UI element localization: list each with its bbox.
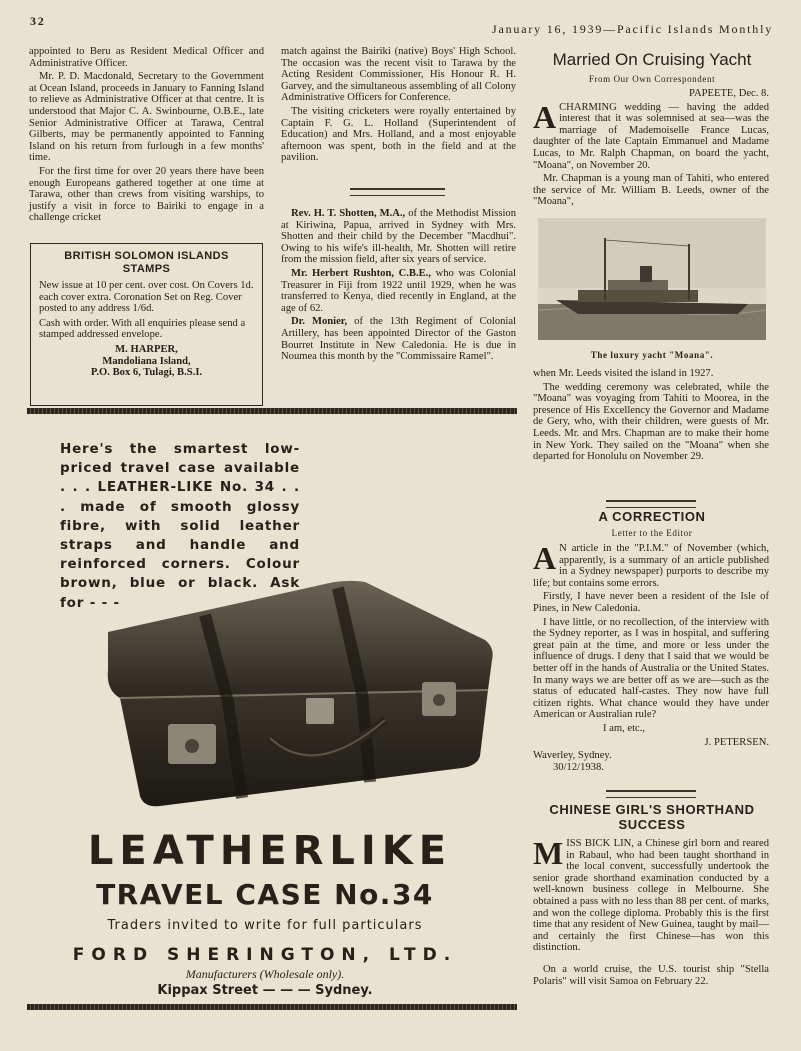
- stamps-ad-title: BRITISH SOLOMON ISLANDS STAMPS: [64, 250, 229, 275]
- suitcase-illustration: [100, 570, 500, 815]
- person-name: Dr. Monier,: [291, 316, 348, 328]
- yacht-headline: Married On Cruising Yacht: [552, 50, 752, 69]
- person-name: Mr. Herbert Rushton, C.B.E.,: [291, 267, 431, 279]
- page-number: 32: [30, 14, 46, 28]
- drop-cap: A: [533, 98, 557, 135]
- shorthand-paragraph: ISS BICK LIN, a Chinese girl born and reared in Rabaul, who had been taught shorthand in the local convent, successfully undertook the senior grade shorthand examination conducted by a well-known business college in Melbourne. She obtained a pass with no less than 88 per cent. of marks, and won the college diploma. Probably this is the first time that any resident of New Guinea, taught by mail—and certainly the first Chinese—has won this distinction.: [533, 838, 769, 954]
- section-divider: [350, 188, 445, 196]
- drop-cap: M: [533, 835, 564, 871]
- shorthand-paragraph: On a world cruise, the U.S. tourist ship "Stella Polaris" will visit Samoa on February 22.: [533, 963, 769, 987]
- company-name: FORD SHERINGTON, LTD.: [72, 945, 458, 965]
- yacht-dateline: PAPEETE, Dec. 8.: [689, 88, 769, 99]
- correction-signature: J. PETERSEN.: [704, 736, 769, 748]
- correction-letter: [533, 540, 769, 773]
- section-divider: [606, 790, 696, 798]
- yacht-paragraph: The wedding ceremony was celebrated, while the "Moana" was voyaging from Tahiti to Moorea, in the presence of His Excellency the Governor and Madame de Gery, who, with their children, were guests of Mr. Leeds. Mr. and Mrs. Chapman are to make their home in New York. They sailed on the "Moana" when she departed for Honolulu on November 29.: [533, 381, 769, 463]
- person-name: Rev. H. T. Shotten, M.A.,: [291, 208, 406, 219]
- brand-name: LEATHERLIKE: [87, 828, 453, 874]
- yacht-article: [533, 88, 769, 210]
- shorthand-article: [533, 835, 769, 989]
- stamps-ad-text: Cash with order. With all enquiries please send a stamped addressed envelope.: [39, 317, 246, 341]
- ad-top-border: [27, 408, 517, 414]
- col2-paragraph: who was Colonial Treasurer in Fiji from 1922 until 1929, when he was transferred to Kenya, died recently in England, at the age of 62.: [281, 267, 516, 314]
- correction-place: Waverley, Sydney.: [533, 750, 612, 762]
- manufacturers-line: Manufacturers (Wholesale only).: [185, 967, 345, 981]
- correction-paragraph: Firstly, I have never been a resident of the Isle of Pines, in New Caledonia.: [533, 591, 769, 614]
- correction-paragraph: I have little, or no recollection, of the interview with the Sydney reporter, as I was in hospital, and suffering great pain at the time, and more or less under the influence of drugs. I deny that I said that we would be better off in the hands of Australia or the United States. In many ways we are better off as we are—such as the status of educated half-castes. They now have full citizen rights. What chance would they have under American or Australian rule?: [533, 616, 769, 721]
- col1-paragraph: Mr. P. D. Macdonald, Secretary to the Government at Ocean Island, proceeds in January to Fanning Island to relieve as Administrative Officer at that centre. It is understood that Major C. A. Swinbourne, O.B.E., late Senior Administrative Officer at Tarawa, Central Gilberts, may be permanently appointed to Fanning Island on his return from furlough in a few months' time.: [29, 71, 264, 164]
- drop-cap: A: [533, 540, 557, 576]
- section-divider: [606, 500, 696, 508]
- correction-headline: A CORRECTION: [598, 509, 706, 524]
- yacht-paragraph: Mr. Chapman is a young man of Tahiti, who entered the service of Mr. William B. Leeds, owner of the "Moana",: [533, 173, 769, 208]
- column-2: [281, 46, 516, 166]
- yacht-article-continued: [533, 368, 769, 465]
- correction-date: 30/12/1938.: [553, 761, 604, 773]
- issue-line: January 16, 1939—Pacific Islands Monthly: [492, 22, 773, 36]
- col1-paragraph: appointed to Beru as Resident Medical Officer and Administrative Officer.: [29, 46, 264, 69]
- ad-bottom-border: [27, 1004, 517, 1010]
- column-1: [29, 46, 264, 226]
- yacht-paragraph: when Mr. Leeds visited the island in 1927.: [533, 368, 714, 379]
- stamps-ad-place: Mandoliana Island,: [102, 355, 191, 367]
- stamps-ad-text: New issue at 10 per cent. over cost. On Covers 1d. each cover extra. Coronation Set on Reg. Cover posted to any address 1/6d.: [39, 280, 254, 315]
- yacht-byline: From Our Own Correspondent: [588, 74, 716, 84]
- col2-paragraph: match against the Bairiki (native) Boys' High School. The occasion was the recent visit to Tarawa by the Acting Resident Commissioner, His Honour R. H. Garvey, and the simultaneous assembling of all Colony Administrative Officers for Conference.: [281, 46, 516, 104]
- column-2-notes: [281, 208, 516, 365]
- stamps-ad-name: M. HARPER,: [115, 343, 178, 355]
- travel-ad-copy: Here's the smartest low-priced travel case available . . . LEATHER-LIKE No. 34 . . . made of smooth glossy fibre, with solid leather straps and handle and reinforced corners. Colour brown, blue or black. Ask for - - -: [60, 441, 300, 611]
- correction-byline: Letter to the Editor: [611, 528, 693, 538]
- col2-paragraph: The visiting cricketers were royally entertained by Captain F. G. L. Holland (Superintendent of Education) and Mrs. Holland, and a most enjoyable afternoon was spent, both in the field and at the pavilion.: [281, 105, 516, 164]
- stamps-ad-address: P.O. Box 6, Tulagi, B.S.I.: [90, 367, 203, 379]
- shorthand-headline: CHINESE GIRL'S SHORTHAND SUCCESS: [549, 802, 755, 832]
- yacht-paragraph: CHARMING wedding — having the added interest that it was solemnised at sea—was the marriage of Mademoiselle France Lucas, daughter of the late Captain Emmanuel and Madame Lucas, to Mr. Ralph Chapman, on board the yacht, "Moana", on November 20.: [533, 101, 769, 171]
- yacht-photo-caption: The luxury yacht "Moana".: [590, 350, 714, 360]
- correction-paragraph: N article in the "P.I.M." of November (which, apparently, is a summary of an article published in a Sydney newspaper) purports to describe my life; but contains some errors.: [533, 543, 769, 589]
- street-line: Kippax Street — — — Sydney.: [157, 983, 373, 998]
- product-name: TRAVEL CASE No.34: [96, 878, 434, 911]
- col2-paragraph: of the 13th Regiment of Colonial Artillery, has been appointed Director of the Gaston Bourret Institute in New Caledonia. He is due in Noumea this month by the "Commissaire Ramel".: [281, 316, 517, 363]
- yacht-photo: [538, 218, 766, 340]
- col1-paragraph: For the first time for over 20 years there have been enough Europeans gathered together at one time at Tarawa, other than crews from visiting warships, to justify a visit in force to Bairiki to engage in a challenge cricket: [29, 165, 264, 224]
- stamps-advertisement: [30, 243, 263, 406]
- col2-paragraph: of the Methodist Mission at Kiriwina, Papua, arrived in Sydney with Mrs. Shotten and their child by the December "Macdhui". Owing to his wife's ill-health, Mr. Shotten will retire from the mission field, after six years of service.: [281, 208, 516, 266]
- correction-signoff: I am, etc.,: [603, 722, 646, 734]
- traders-line: Traders invited to write for full particulars: [107, 918, 423, 933]
